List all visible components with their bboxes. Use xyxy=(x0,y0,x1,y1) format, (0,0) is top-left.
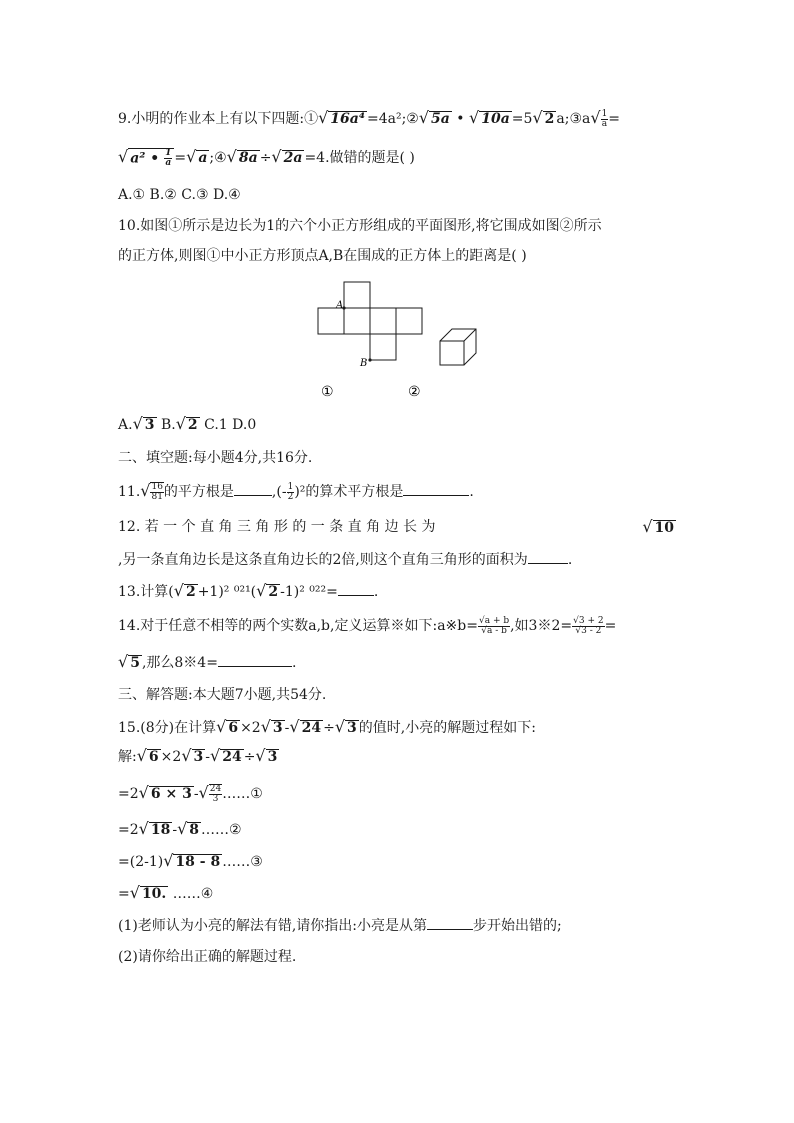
cube xyxy=(440,329,476,365)
net-square-row1 xyxy=(318,308,344,334)
q15-part1: (1)老师认为小亮的解法有错,请你指出:小亮是从第 步开始出错的; xyxy=(118,918,562,934)
q15-step4: =√ 10. ……④ xyxy=(118,883,214,902)
net-square-row3 xyxy=(370,308,396,334)
q10-line2: 的正方体,则图①中小正方形顶点A,B在围成的正方体上的距离是( ) xyxy=(118,248,527,264)
q13: 13.计算(√ 2 +1)² ⁰²¹(√ 2 -1)² ⁰²²= . xyxy=(118,581,379,600)
label-b: B xyxy=(360,358,368,369)
net-square-row2 xyxy=(344,308,370,334)
section-3-heading: 三、解答题:本大题7小题,共54分. xyxy=(118,687,327,703)
section-2-heading: 二、填空题:每小题4分,共16分. xyxy=(118,450,313,466)
q15-solution-start: 解:√ 6 ×2√ 3 -√ 24 ÷√ 3 xyxy=(118,746,278,765)
fig2-label: ② xyxy=(408,384,421,400)
net-square-top xyxy=(344,282,370,308)
net-square-bottom xyxy=(370,334,396,360)
q15-part2: (2)请你给出正确的解题过程. xyxy=(118,949,297,965)
q9-choices: A.① B.② C.③ D.④ xyxy=(118,187,241,203)
q9-line2: √ a² • $\frac{1}{a}$ =√ a ;④√ 8a ÷√ 2a =4.做错的题是( ) xyxy=(118,147,415,168)
q11: 11.√ $\frac{16}{81}$ 的平方根是 ,(- $\frac{1}{2}$ )²的算术平方根是 . xyxy=(118,481,474,502)
q15-intro: 15.(8分)在计算√ 6 ×2√ 3 -√ 24 ÷√ 3 的值时,小亮的解题过程如下: xyxy=(118,717,536,736)
net-square-row4 xyxy=(396,308,422,334)
label-a: A xyxy=(336,300,344,311)
q15-step3: =(2-1)√ 18 - 8 ……③ xyxy=(118,851,263,870)
q14-line2: √ 5 ,那么8※4= . xyxy=(118,652,297,671)
q12-line1: 12. 若 一 个 直 角 三 角 形 的 一 条 直 角 边 长 为 √ 10 xyxy=(118,517,674,536)
q10-figure xyxy=(300,278,500,403)
q10-line1: 10.如图①所示是边长为1的六个小正方形组成的平面图形,将它围成如图②所示 xyxy=(118,218,602,234)
q12-line2: ,另一条直角边长是这条直角边长的2倍,则这个直角三角形的面积为 . xyxy=(118,552,573,568)
q15-step1: =2√ 6 × 3 -√ $\frac{24}{3}$ ……① xyxy=(118,783,263,804)
q14-line1: 14.对于任意不相等的两个实数a,b,定义运算※如下:a※b= $\frac{√a + b}{√a - b}$ ,如3※2= $\frac{√3 + 2}{√3 - 2}$ = xyxy=(118,615,617,636)
fig1-label: ① xyxy=(321,384,334,400)
q9-line1: 9.小明的作业本上有以下四题:①√ 16a⁴ =4a²;②√ 5a • √ 10a =5√ 2 a;③a√ $\frac{1}{a}$ = xyxy=(118,108,621,129)
q10-choices: A.√ 3 B.√ 2 C.1 D.0 xyxy=(118,414,257,433)
q15-step2: =2√ 18 -√ 8 ……② xyxy=(118,819,242,838)
